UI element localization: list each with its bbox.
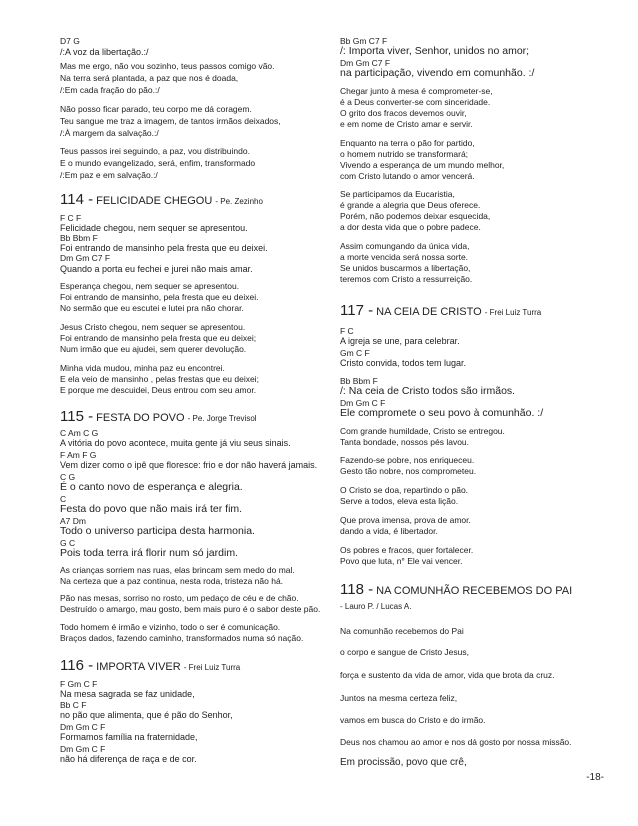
- lyric-line: Mas me ergo, não vou sozinho, teus passos comigo vão.: [60, 61, 275, 71]
- lyric-line: Vivendo a esperança de um mundo melhor,: [340, 160, 505, 170]
- chord-line: F Gm C F: [60, 679, 98, 689]
- chord-line: C Am C G: [60, 428, 99, 438]
- lyric-line: Destruído o amargo, mau gosto, bem mais puro é o sabor deste pão.: [60, 604, 321, 614]
- song-author: - Frei Luiz Turra: [484, 308, 542, 317]
- lyric-line: E o mundo evangelizado, será, enfim, transformado: [60, 158, 256, 168]
- song-name: NA COMUNHÃO RECEBEMOS DO PAI: [376, 585, 573, 597]
- lyric-line: E porque me descuidei, Deus entrou com seu amor.: [60, 385, 257, 395]
- song-title-114: [60, 193, 263, 209]
- lyric-line: Na comunhão recebemos do Pai: [340, 626, 464, 636]
- song-number: 116 -: [60, 657, 94, 674]
- lyric-line: Se participamos da Eucaristia,: [340, 189, 455, 199]
- page-number: -18-: [586, 772, 604, 783]
- lyric-line: Serve a todos, eleva esta lição.: [340, 496, 459, 506]
- lyric-line: vamos em busca do Cristo e do irmão.: [340, 715, 486, 725]
- lyric-line: Teu sangue me traz a imagem, de tantos irmãos deixados,: [60, 116, 281, 126]
- chord-line: Dm Gm C F: [60, 722, 106, 732]
- lyric-line: teremos com Cristo a ressurreição.: [340, 274, 473, 284]
- chord-line: C G: [60, 472, 76, 482]
- lyric-line: Assim comungando da única vida,: [340, 241, 470, 251]
- lyric-line: Não posso ficar parado, teu corpo me dá coragem.: [60, 104, 252, 114]
- lyric-line: Juntos na mesma certeza feliz,: [340, 693, 458, 703]
- lyric-line: Tanta bondade, nossos pés lavou.: [340, 437, 470, 447]
- song-name: FESTA DO POVO: [96, 412, 185, 424]
- chord-line: Dm Gm C7 F: [60, 253, 111, 263]
- song-author: - Lauro P. / Lucas A.: [340, 602, 412, 611]
- chord-line: Dm Gm C F: [340, 398, 386, 408]
- lyric-line: a dor desta vida que o pobre padece.: [340, 222, 481, 232]
- lyric-line: na participação, vivendo em comunhão. :/: [340, 67, 535, 79]
- chord-line: F C F: [60, 213, 82, 223]
- lyric-line: E ela veio de mansinho , pelas frestas que eu deixei;: [60, 374, 259, 384]
- song-author: - Frei Luiz Turra: [183, 663, 241, 672]
- lyric-line: Os pobres e fracos, quer fortalecer.: [340, 545, 474, 555]
- lyric-line: /:A voz da libertação.:/: [60, 47, 149, 57]
- lyric-line: Fazendo-se pobre, nos enriqueceu.: [340, 455, 475, 465]
- lyric-line: no pão que alimenta, que é pão do Senhor,: [60, 710, 233, 720]
- song-number: 115 -: [60, 408, 94, 425]
- lyric-line: dando a vida, é libertador.: [340, 526, 438, 536]
- chord-line: D7 G: [60, 36, 80, 46]
- lyric-line: Vem dizer como o ipê que floresce: frio e dor não haverá jamais.: [60, 460, 318, 470]
- chord-line: Bb Bbm F: [340, 376, 378, 386]
- lyric-line: o corpo e sangue de Cristo Jesus,: [340, 647, 469, 657]
- lyric-line: Festa do povo que não mais irá ter fim.: [60, 503, 243, 515]
- song-title-118: [340, 583, 572, 598]
- chord-line: G C: [60, 538, 76, 548]
- lyric-line: A vitória do povo acontece, muita gente já viu seus sinais.: [60, 438, 291, 448]
- lyric-line: /:Em paz e em salvação.:/: [60, 170, 158, 180]
- lyric-line: Porém, não podemos deixar esquecida,: [340, 211, 491, 221]
- lyric-line: Foi entrando de mansinho pela fresta que eu deixei;: [60, 333, 257, 343]
- lyric-line: /: Importa viver, Senhor, unidos no amor;: [340, 45, 530, 57]
- lyric-line: Esperança chegou, nem sequer se apresentou.: [60, 281, 240, 291]
- lyric-line: O Cristo se doa, repartindo o pão.: [340, 485, 469, 495]
- lyric-line: /:À margem da salvação.:/: [60, 128, 159, 138]
- song-name: IMPORTA VIVER: [96, 661, 181, 673]
- lyric-line: Deus nos chamou ao amor e nos dá gosto por nossa missão.: [340, 737, 572, 747]
- lyric-line: Na certeza que a paz continua, nesta roda, tristeza não há.: [60, 576, 284, 586]
- lyric-line: Enquanto na terra o pão for partido,: [340, 138, 475, 148]
- chord-line: Gm C F: [340, 348, 370, 358]
- song-author: - Pe. Jorge Trevisol: [187, 414, 257, 423]
- lyric-line: Pão nas mesas, sorriso no rosto, um pedaço de céu e de chão.: [60, 593, 299, 603]
- lyric-line: É o canto novo de esperança e alegria.: [60, 481, 243, 493]
- song-title-117: [340, 304, 541, 320]
- song-number: 117 -: [340, 302, 374, 319]
- lyric-line: Foi entrando de mansinho pela fresta que eu deixei.: [60, 243, 268, 253]
- lyric-line: Se unidos buscarmos a libertação,: [340, 263, 471, 273]
- lyric-line: Gesto tão nobre, nos comprometeu.: [340, 466, 477, 476]
- lyric-line: força e sustento da vida de amor, vida que brota da cruz.: [340, 670, 555, 680]
- song-author: - Pe. Zezinho: [215, 197, 263, 206]
- lyric-line: Formamos família na fraternidade,: [60, 732, 198, 742]
- chord-line: A7 Dm: [60, 516, 86, 526]
- chord-line: C: [60, 494, 67, 504]
- chord-line: Dm Gm C F: [60, 744, 106, 754]
- lyric-line: Com grande humildade, Cristo se entregou.: [340, 426, 505, 436]
- lyric-line: Povo que luta, n° Ele vai vencer.: [340, 556, 463, 566]
- lyric-line: /:Em cada fração do pão.:/: [60, 85, 160, 95]
- song-name: FELICIDADE CHEGOU: [96, 195, 213, 207]
- lyric-line: é grande a alegria que Deus oferece.: [340, 200, 481, 210]
- chord-line: F Am F G: [60, 450, 97, 460]
- lyric-line: Chegar junto à mesa é comprometer-se,: [340, 86, 493, 96]
- lyric-line: Felicidade chegou, nem sequer se apresentou.: [60, 223, 248, 233]
- chord-line: Bb Bbm F: [60, 233, 98, 243]
- lyric-line: Todo o universo participa desta harmonia.: [60, 525, 255, 537]
- lyric-line: Em procissão, povo que crê,: [340, 757, 467, 768]
- chord-line: Dm Gm C7 F: [340, 58, 391, 68]
- lyric-line: Cristo convida, todos tem lugar.: [340, 358, 467, 368]
- lyric-line: Ele compromete o seu povo à comunhão. :/: [340, 407, 544, 419]
- lyric-line: Foi entrando de mansinho, pela fresta que eu deixei.: [60, 292, 259, 302]
- lyric-line: Pois toda terra irá florir num só jardim.: [60, 547, 238, 559]
- lyric-line: Jesus Cristo chegou, nem sequer se apresentou.: [60, 322, 246, 332]
- lyric-line: Na mesa sagrada se faz unidade,: [60, 689, 195, 699]
- lyric-line: As crianças sorriem nas ruas, elas brincam sem medo do mal.: [60, 565, 295, 575]
- lyric-line: Num irmão que eu ajudei, sem querer devolução.: [60, 344, 247, 354]
- song-name: NA CEIA DE CRISTO: [376, 306, 482, 318]
- lyric-line: o homem nutrido se transformará;: [340, 149, 469, 159]
- lyric-line: Na terra será plantada, a paz que nos é doada,: [60, 73, 239, 83]
- lyric-line: Minha vida mudou, minha paz eu encontrei.: [60, 363, 225, 373]
- lyric-line: A igreja se une, para celebrar.: [340, 336, 460, 346]
- lyric-line: /: Na ceia de Cristo todos são irmãos.: [340, 385, 516, 397]
- lyric-line: e em nome de Cristo amar e servir.: [340, 119, 473, 129]
- lyric-line: é a Deus converter-se com sinceridade.: [340, 97, 491, 107]
- lyric-line: Teus passos irei seguindo, a paz, vou distribuindo.: [60, 146, 250, 156]
- lyric-line: Quando a porta eu fechei e jurei não mais amar.: [60, 264, 253, 274]
- lyric-line: No sermão que eu escutei e lutei pra não chorar.: [60, 303, 244, 313]
- lyric-line: O grito dos fracos devemos ouvir,: [340, 108, 467, 118]
- chord-line: Bb Gm C7 F: [340, 36, 388, 46]
- lyric-line: Todo homem é irmão e vizinho, todo o ser é comunicação.: [60, 622, 281, 632]
- song-title-116: [60, 659, 240, 675]
- lyric-line: Que prova imensa, prova de amor.: [340, 515, 471, 525]
- chord-line: Bb C F: [60, 700, 87, 710]
- chord-line: F C: [340, 326, 354, 336]
- lyric-line: a morte vencida será nossa sorte.: [340, 252, 469, 262]
- song-number: 118 -: [340, 581, 374, 598]
- lyric-line: Braços dados, fazendo caminho, transformados numa só nação.: [60, 633, 304, 643]
- lyric-line: com Cristo lutando o amor vencerá.: [340, 171, 475, 181]
- song-title-115: [60, 410, 257, 426]
- lyric-line: não há diferença de raça e de cor.: [60, 754, 197, 764]
- song-number: 114 -: [60, 191, 94, 208]
